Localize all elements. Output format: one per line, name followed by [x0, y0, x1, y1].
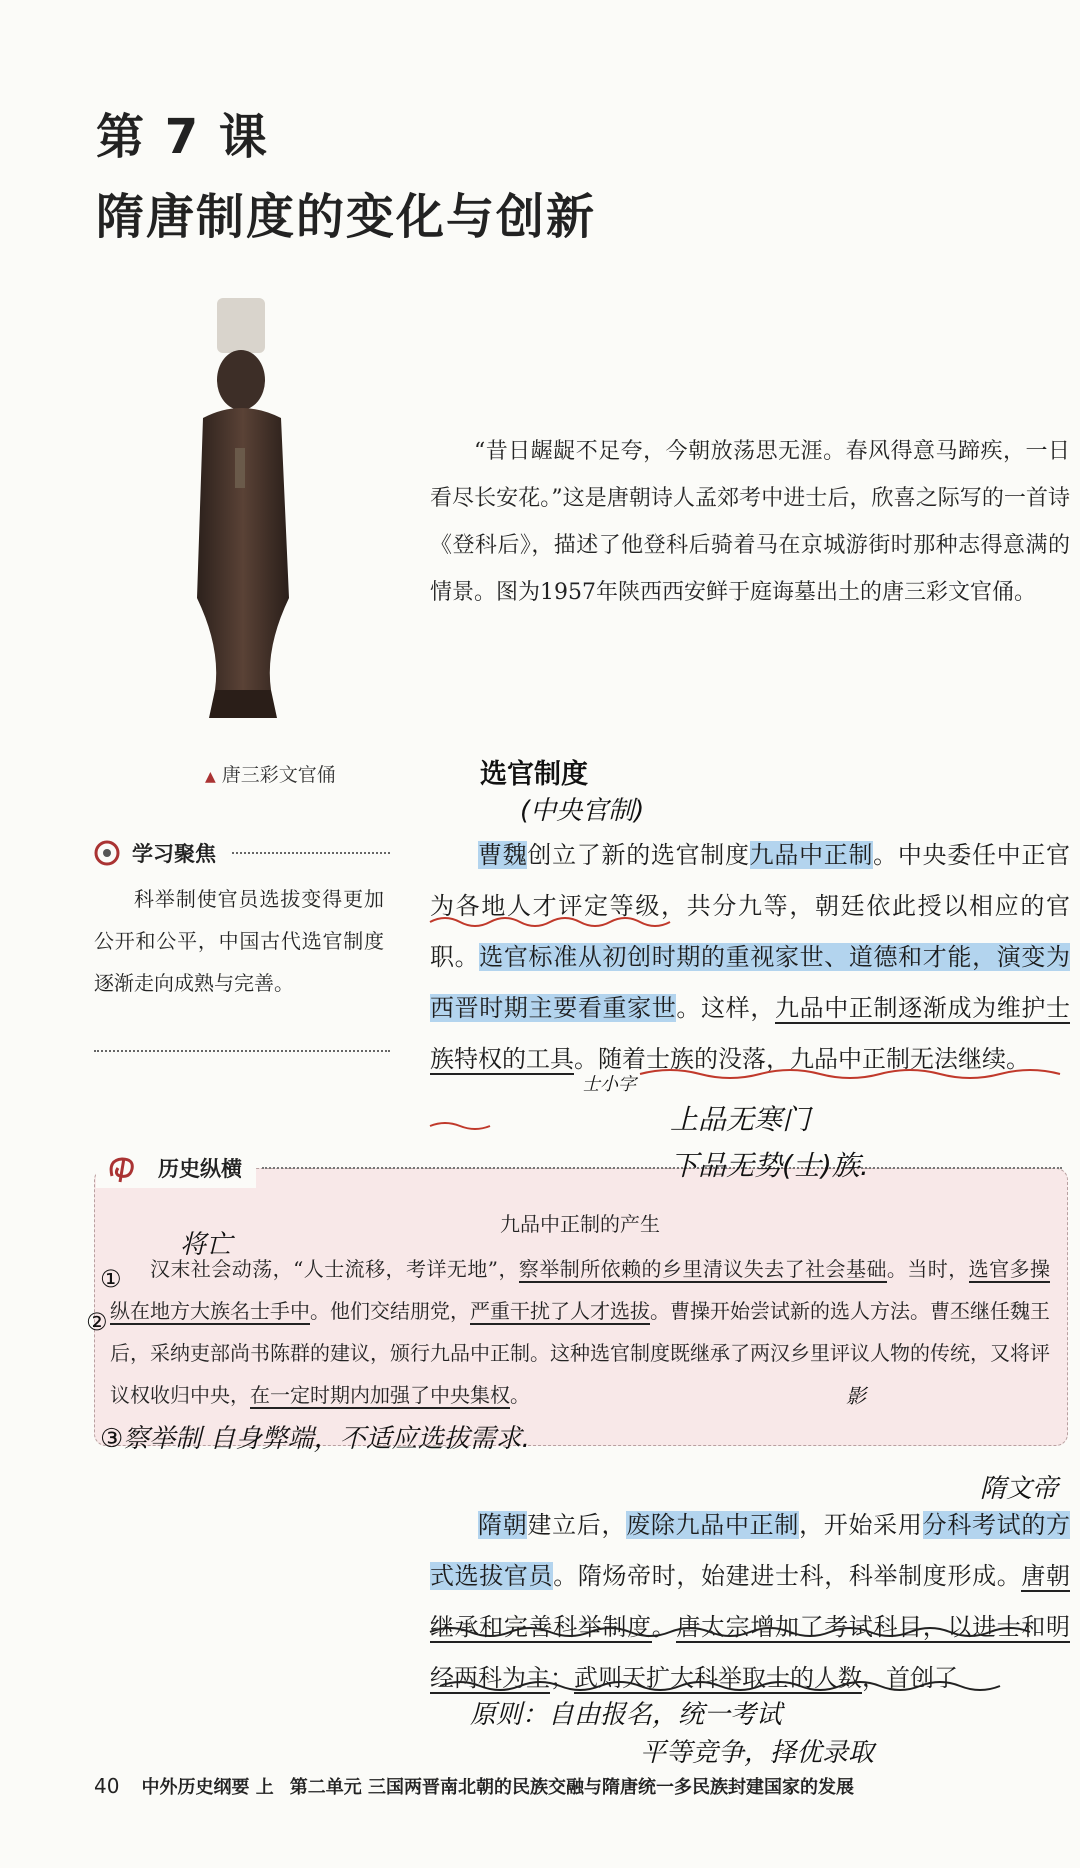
handwritten-note: 平等竞争，择优录取	[640, 1738, 875, 1768]
handwritten-note: 上品无寒门	[670, 1103, 811, 1136]
handwritten-note: 将亡	[180, 1230, 233, 1260]
text-segment: 废除九品中正制	[626, 1511, 800, 1539]
handwritten-number: ②	[86, 1308, 108, 1336]
text-segment: 武则天扩大科举取士的人数	[574, 1664, 862, 1692]
text-segment: 九品中正制	[749, 841, 874, 869]
handwritten-note: 影	[846, 1384, 866, 1408]
handwritten-note: 隋文帝	[980, 1474, 1059, 1504]
text-segment: 曹魏	[478, 841, 528, 869]
text-segment: 。当时，	[886, 1257, 969, 1281]
text-segment: 九品中正制逐渐成为维护士族特权的工具	[430, 994, 1071, 1073]
caption-triangle-icon: ▲	[205, 769, 216, 785]
history-text	[110, 1248, 1050, 1416]
text-segment: 汉末社会动荡，“人士流移，考详无地”，	[150, 1257, 519, 1281]
history-swirl-icon	[106, 1154, 138, 1184]
text-segment: 。	[510, 1383, 530, 1407]
text-segment: 。	[651, 1613, 677, 1641]
handwritten-note: 下品无势(士)族.	[670, 1149, 869, 1182]
text-segment: 。隋炀帝时，始建进士科，科举制度形成。	[553, 1562, 1022, 1590]
lesson-number: 第 7 课	[96, 109, 269, 165]
intro-paragraph: “昔日龌龊不足夸，今朝放荡思无涯。春风得意马蹄疾，一日看尽长安花。”这是唐朝诗人孟郊考中进士后，欣喜之际写的一首诗《登科后》，描述了他登科后骑着马在京城游街时那种志得意满的情景。图为1957年陕西西安鲜于庭诲墓出土的唐三彩文官俑。	[430, 439, 1070, 605]
handwritten-number: ①	[100, 1265, 122, 1293]
history-divider	[262, 1167, 1062, 1169]
text-segment: 在一定时期内加强了中央集权	[250, 1383, 510, 1407]
focus-target-icon	[94, 840, 120, 866]
red-wavy-underline	[430, 1123, 490, 1129]
text-segment: 分科考试的方式选拔官员	[430, 1511, 1071, 1590]
page-footer	[94, 1773, 1074, 1799]
text-segment: 。曹操开始尝试新的选人方法。曹丕继任魏王后，采纳吏部尚书陈群的建议，颁行九品中正制。这种选官制度既继承了两汉乡里评议人物的传统，又将评议权收归中央，	[110, 1299, 1050, 1407]
section1-paragraph	[430, 830, 1070, 1085]
text-segment: 隋朝	[478, 1511, 528, 1539]
figure-caption: ▲ 唐三彩文官俑	[205, 764, 336, 786]
handwritten-note: 士小字	[582, 1074, 636, 1095]
text-segment: 。他们交结朋党，	[310, 1299, 470, 1323]
lesson-title: 隋唐制度的变化与创新	[96, 189, 597, 245]
text-segment: 严重干扰了人才选拔	[470, 1299, 650, 1323]
focus-title: 学习聚焦	[132, 842, 216, 866]
text-segment: 选官多操纵在地方大族名士手中	[110, 1257, 1051, 1323]
text-segment: 唐朝继承和完善科举制度	[430, 1562, 1071, 1641]
focus-divider-top	[232, 852, 390, 854]
text-segment: ，首创了	[862, 1664, 958, 1692]
history-label: 历史纵横	[158, 1157, 242, 1181]
book-title: 中外历史纲要 上	[141, 1777, 274, 1798]
section-heading: 选官制度	[480, 759, 588, 790]
text-segment: 。随着士族的没落，九品中正制无法继续。	[574, 1045, 1030, 1073]
text-segment: ，开始采用	[799, 1511, 923, 1539]
text-segment: ；	[550, 1664, 574, 1692]
handwritten-note: 原则：自由报名，统一考试	[470, 1700, 783, 1730]
history-title: 九品中正制的产生	[500, 1212, 660, 1236]
page-number: 40	[94, 1774, 120, 1798]
text-segment: 建立后，	[527, 1511, 627, 1539]
focus-divider-bottom	[94, 1050, 390, 1052]
text-segment: 察举制所依赖的乡里清议失去了社会基础	[518, 1257, 887, 1281]
figurine-image	[185, 298, 305, 728]
unit-title: 第二单元 三国两晋南北朝的民族交融与隋唐统一多民族封建国家的发展	[289, 1777, 854, 1798]
focus-text: 科举制使官员选拔变得更加公开和公平，中国古代选官制度逐渐走向成熟与完善。	[94, 887, 384, 995]
text-segment: 。这样，	[676, 994, 775, 1022]
text-segment: 。中央委任中正官为各地人才评定等级，共分九等，朝廷依此授以相应的官职。	[430, 841, 1071, 971]
handwritten-note: (中央官制)	[520, 796, 645, 826]
handwritten-note: ③察举制 自身弊端，不适应选拔需求.	[100, 1424, 530, 1454]
section2-paragraph	[430, 1500, 1070, 1704]
text-segment: 创立了新的选官制度	[527, 841, 750, 869]
text-segment: 唐太宗增加了考试科目，以进士和明经两科为主	[430, 1613, 1071, 1692]
text-segment: 选官标准从初创时期的重视家世、道德和才能，演变为西晋时期主要看重家世	[430, 943, 1070, 1022]
